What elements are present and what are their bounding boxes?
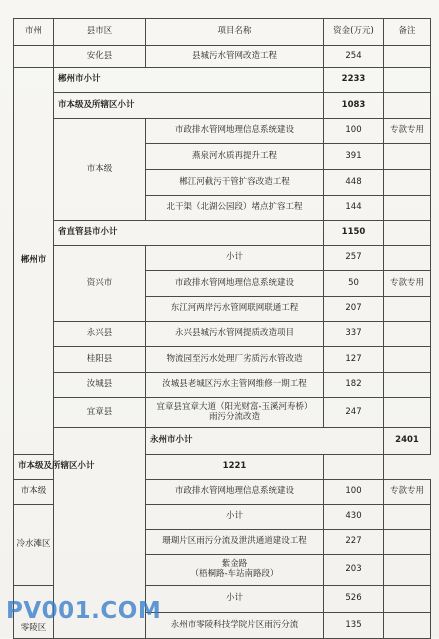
- note-cell: [384, 613, 431, 639]
- table-row: [14, 46, 431, 68]
- note-cell: [384, 322, 431, 347]
- note-cell: [324, 455, 384, 480]
- header-project: 项目名称: [146, 19, 324, 46]
- note-cell: [384, 144, 431, 170]
- amount-cell: 254: [324, 46, 384, 68]
- note-cell: [384, 170, 431, 196]
- amount-cell: 227: [324, 530, 384, 555]
- header-note: 备注: [384, 19, 431, 46]
- table-row: [14, 398, 431, 428]
- note-cell: [384, 68, 431, 93]
- subtotal-row: [14, 428, 431, 455]
- note-cell: [384, 505, 431, 530]
- subtotal-row: [14, 68, 431, 93]
- amount-cell: 247: [324, 398, 384, 428]
- note-cell: [384, 297, 431, 322]
- project-cell: 小计: [146, 246, 324, 271]
- county-cell: 市本级: [14, 480, 54, 505]
- amount-cell: 182: [324, 373, 384, 398]
- subtotal-row: [14, 221, 431, 246]
- note-cell: [384, 398, 431, 428]
- table-row: [14, 373, 431, 398]
- note-cell: [384, 347, 431, 373]
- project-line: 紫金路: [221, 559, 248, 570]
- note-cell: [384, 221, 431, 246]
- project-cell: 燕泉河水质再提升工程: [146, 144, 324, 170]
- header-city: 市州: [14, 19, 54, 46]
- amount-cell: 1150: [324, 221, 384, 246]
- table-row: [14, 322, 431, 347]
- subtotal-label: 市本级及所辖区小计: [14, 455, 146, 480]
- site-watermark: PV001.COM: [6, 598, 162, 624]
- note-cell: [384, 530, 431, 555]
- amount-cell: 100: [324, 480, 384, 505]
- county-cell: 资兴市: [54, 246, 146, 322]
- county-cell: 冷水滩区: [14, 505, 54, 586]
- amount-cell: 144: [324, 196, 384, 221]
- county-cell: 零陵区: [14, 586, 54, 639]
- city-cell: [14, 46, 54, 68]
- county-cell: 宜章县: [54, 398, 146, 428]
- project-cell: 北干渠（北湖公园段）堵点扩容工程: [146, 196, 324, 221]
- project-cell: 永兴县城污水管网提质改造项目: [146, 322, 324, 347]
- project-cell: 市政排水管网地理信息系统建设: [146, 119, 324, 144]
- county-cell: 安化县: [54, 46, 146, 68]
- project-cell: 东江河两岸污水管网联网联通工程: [146, 297, 324, 322]
- project-cell: 郴江河截污干管扩容改造工程: [146, 170, 324, 196]
- amount-cell: 337: [324, 322, 384, 347]
- amount-cell: 50: [324, 271, 384, 297]
- amount-cell: 127: [324, 347, 384, 373]
- project-cell: 物流园至污水处理厂劣质污水管改造: [146, 347, 324, 373]
- amount-cell: 207: [324, 297, 384, 322]
- table-row: [14, 347, 431, 373]
- city-cell-chenzhou: 郴州市: [14, 68, 54, 455]
- project-cell: 县城污水管网改造工程: [146, 46, 324, 68]
- project-cell: [146, 555, 324, 586]
- county-cell: 桂阳县: [54, 347, 146, 373]
- subtotal-row: [14, 93, 431, 119]
- note-cell: [384, 246, 431, 271]
- project-cell: 珊瑚片区雨污分流及泄洪通道建设工程: [146, 530, 324, 555]
- project-cell: 小计: [146, 505, 324, 530]
- county-cell: 市本级: [54, 119, 146, 221]
- subtotal-row: [14, 455, 431, 480]
- amount-cell: 1221: [146, 455, 324, 480]
- county-cell: 永兴县: [54, 322, 146, 347]
- project-cell: [146, 398, 324, 428]
- amount-cell: 2233: [324, 68, 384, 93]
- table-row: [14, 119, 431, 144]
- note-cell: [384, 46, 431, 68]
- note-cell: [384, 196, 431, 221]
- table-header-row: [14, 19, 431, 46]
- amount-cell: 448: [324, 170, 384, 196]
- header-amount: 资金(万元): [324, 19, 384, 46]
- amount-cell: 203: [324, 555, 384, 586]
- project-line: 宜章县宜章大道（阳光财富-玉溪河寿桥）: [156, 401, 313, 412]
- amount-cell: 135: [324, 613, 384, 639]
- note-cell: 专款专用: [384, 119, 431, 144]
- subtotal-label: 市本级及所辖区小计: [54, 93, 324, 119]
- project-cell: 汝城县老城区污水主管网维修一期工程: [146, 373, 324, 398]
- project-line: 雨污分流改造: [208, 411, 260, 422]
- subtotal-label: 永州市小计: [146, 428, 384, 455]
- table-row: [14, 246, 431, 271]
- subtotal-label: 省直管县市小计: [54, 221, 324, 246]
- note-cell: 专款专用: [384, 271, 431, 297]
- amount-cell: 1083: [324, 93, 384, 119]
- funding-table: [13, 18, 431, 639]
- project-cell: 小计: [146, 586, 324, 613]
- amount-cell: 526: [324, 586, 384, 613]
- amount-cell: 391: [324, 144, 384, 170]
- amount-cell: 430: [324, 505, 384, 530]
- project-cell: 永州市零陵科技学院片区雨污分流: [146, 613, 324, 639]
- amount-cell: 100: [324, 119, 384, 144]
- county-cell: 汝城县: [54, 373, 146, 398]
- header-county: 县市区: [54, 19, 146, 46]
- amount-cell: 2401: [384, 428, 431, 455]
- amount-cell: 257: [324, 246, 384, 271]
- project-cell: 市政排水管网地理信息系统建设: [146, 480, 324, 505]
- note-cell: [384, 93, 431, 119]
- note-cell: [384, 555, 431, 586]
- note-cell: 专款专用: [384, 480, 431, 505]
- project-cell: 市政排水管网地理信息系统建设: [146, 271, 324, 297]
- project-line: （梧桐路-车站南路段）: [190, 569, 279, 579]
- subtotal-label: 郴州市小计: [54, 68, 324, 93]
- note-cell: [384, 586, 431, 613]
- note-cell: [384, 373, 431, 398]
